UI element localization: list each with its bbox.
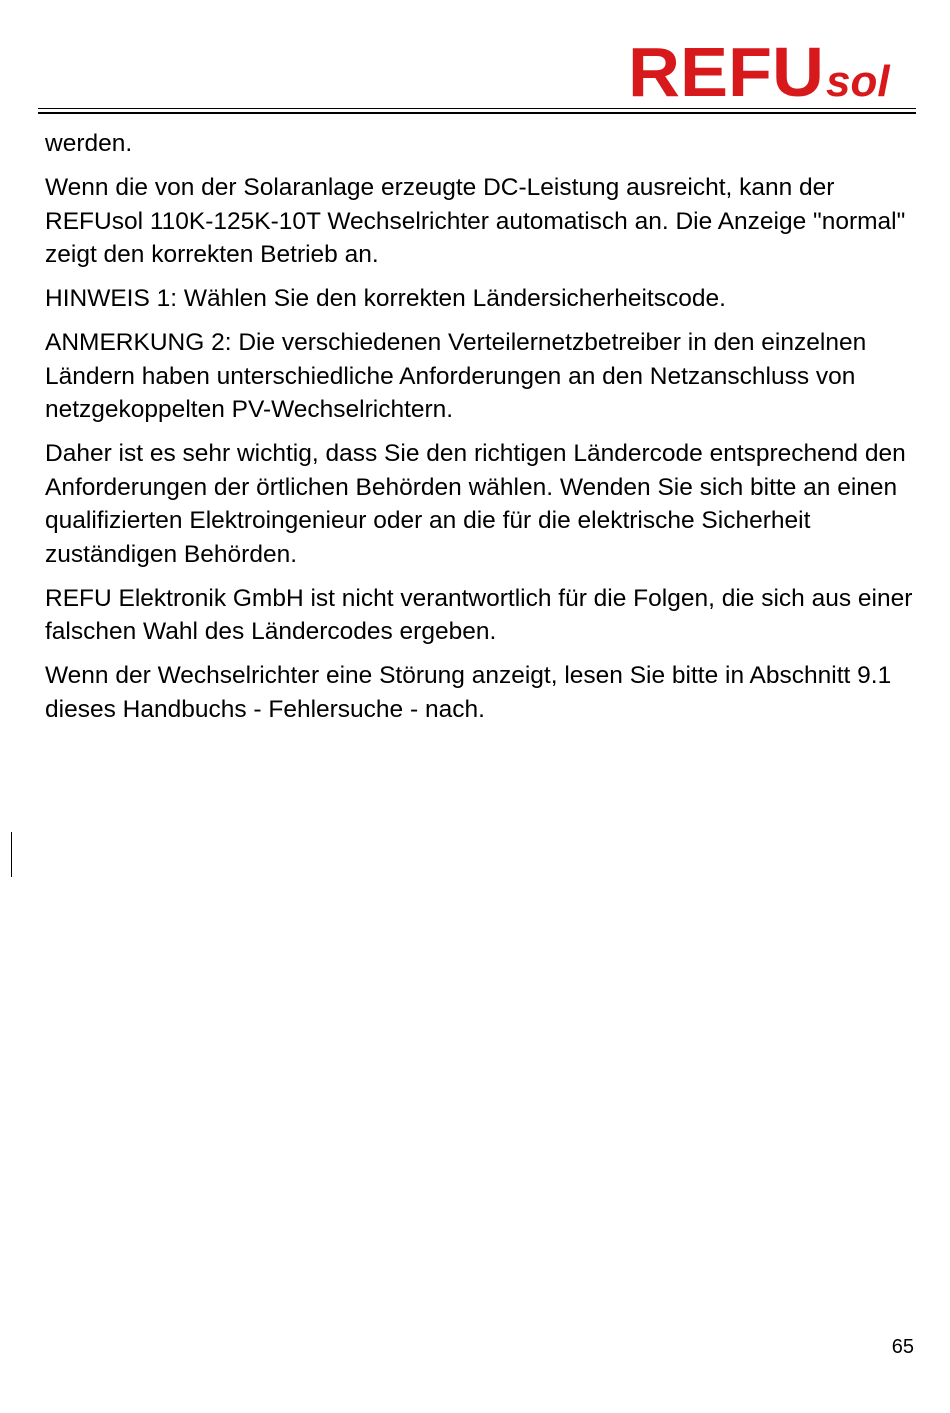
refusol-logo [628, 38, 908, 104]
page-header [0, 0, 950, 120]
paragraph-liability: REFU Elektronik GmbH ist nicht verantwortlich für die Folgen, die sich aus einer falschen Wahl des Ländercodes ergeben. [45, 584, 913, 645]
paragraph-country-code: Daher ist es sehr wichtig, dass Sie den richtigen Ländercode entsprechend den Anforderungen der örtlichen Behörden wählen. Wenden Sie sich bitte an einen qualifizierten Elektroingenieur oder an die für die elektrische Sicherheit zuständigen Behörden. [45, 440, 906, 568]
svg-text:REFU: REFU [628, 38, 824, 104]
paragraph-startup: Wenn die von der Solaranlage erzeugte DC-Leistung ausreicht, kann der REFUsol 110K-125K-10T Wechselrichter automatisch an. Die Anzeige "normal" zeigt den korrekten Betrieb an. [45, 174, 906, 268]
paragraph-note-1: HINWEIS 1: Wählen Sie den korrekten Ländersicherheitscode. [45, 285, 726, 312]
change-bar [11, 832, 12, 877]
paragraph-fault: Wenn der Wechselrichter eine Störung anzeigt, lesen Sie bitte in Abschnitt 9.1 dieses Handbuchs - Fehlersuche - nach. [45, 662, 892, 723]
paragraph-continuation: werden. [45, 130, 133, 157]
page-number: 65 [891, 1336, 914, 1358]
paragraph-note-2 [45, 326, 915, 427]
note-2-label: ANMERKUNG 2: [45, 329, 232, 356]
note-2-text: Die verschiedenen Verteilernetzbetreiber in den einzelnen Ländern haben unterschiedliche Anforderungen an den Netzanschluss von netzgekoppelten PV-Wechselrichtern. [45, 329, 867, 423]
svg-text:sol: sol [826, 57, 890, 104]
body-text [45, 127, 915, 737]
header-rule-bottom [38, 112, 916, 114]
header-rule-top [38, 108, 916, 109]
